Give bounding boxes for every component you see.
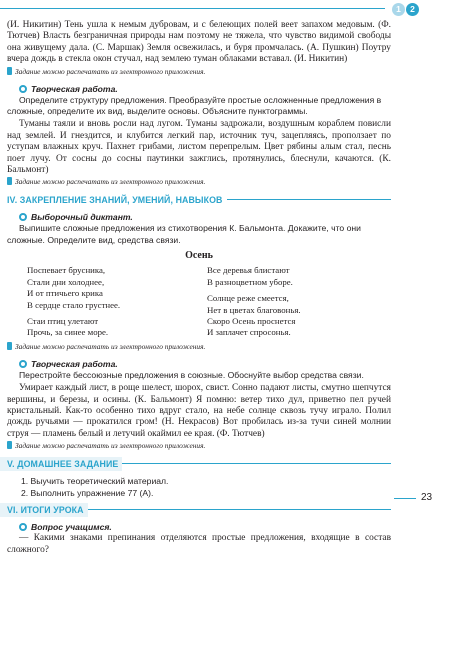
task-heading-question: Вопрос учащимся. <box>19 521 391 533</box>
section-header-v <box>0 457 391 471</box>
print-note: Задание можно распечатать из электронного приложения. <box>7 441 391 451</box>
page-number: 23 <box>421 492 433 503</box>
creative-2-text: Умирает каждый лист, в роще шелест, шорох, свист. Сонно падают листы, смутно шепчутся вершины, и березы, и осины. (К. Бальмонт) Я помню: ветер тихо дул, приветно пел ручей кристальный. Как-то особенно тихо вдруг стало, на небе солнце сквозь тучу играло. Полил дождь ручьями — прокатился гром! (Н. Некрасов) Вот пробилась из-за тучи синей молнии струя — пламень белый и летучий окаймил ее края. (Ф. Тютчев) <box>7 383 391 439</box>
intro-paragraph: (И. Никитин) Тень ушла к немым дубровам, и с белеющих полей веет запахом медовым. (Ф. Тютчев) Власть безграничная природы нам поэтому не тяжела, что чувство видимой свободы она живущему дала. (С. Маршак) Земля освежилась, и буря промчалась. (А. Пушкин) Поутру вчера дождь в стекла окон стучал, над землею туман облаками вставал. (И. Никитин) <box>7 20 391 65</box>
section-header-vi <box>0 503 391 517</box>
poem-line: И от птичьего крика <box>27 288 103 299</box>
poem-line: Скоро Осень проснется <box>207 315 296 326</box>
poem-line: Прочь, за синее море. <box>27 327 109 338</box>
task-heading-dictation: Выборочный диктант. <box>19 211 391 223</box>
poem-line: Стали дни холоднее, <box>27 276 105 287</box>
creative-1-instruction: Определите структуру предложения. Преобразуйте простые осложненные предложения в сложные, определите их вид, выделите основы. Объясните пунктограммы. <box>7 94 382 117</box>
poem-line: В разноцветном уборе. <box>207 276 293 287</box>
section-title: V. ДОМАШНЕЕ ЗАДАНИЕ <box>0 457 122 471</box>
poem-line: Стаи птиц улетают <box>27 315 99 326</box>
poem-title: Осень <box>185 250 213 262</box>
header-rule <box>0 8 385 9</box>
bullet-icon <box>19 360 27 368</box>
poem-line: Все деревья блистают <box>207 265 290 276</box>
homework-item: 1. Выучить теоретический материал. <box>21 476 169 487</box>
task-heading-creative-2: Творческая работа. <box>19 358 391 370</box>
dictation-instruction: Выпишите сложные предложения из стихотворения К. Бальмонта. Докажите, что они сложные. Определите вид, средства связи. <box>7 223 361 245</box>
bullet-icon <box>19 85 27 93</box>
poem-right-column <box>207 265 387 338</box>
poem-line: В сердце стало грустнее. <box>27 299 121 310</box>
section-title: IV. ЗАКРЕПЛЕНИЕ ЗНАНИЙ, УМЕНИЙ, НАВЫКОВ <box>0 193 227 207</box>
poem-line: И заплачет спросонья. <box>207 327 291 338</box>
document-icon <box>7 177 12 185</box>
print-note: Задание можно распечатать из электронного приложения. <box>7 177 391 187</box>
print-note: Задание можно распечатать из электронного приложения. <box>7 342 391 352</box>
poem <box>27 265 391 338</box>
task-heading-creative-1: Творческая работа. <box>19 83 391 95</box>
page-marker-2: 2 <box>406 3 419 16</box>
document-icon <box>7 342 12 350</box>
poem-line: Солнце реже смеется, <box>207 293 289 304</box>
page-content <box>7 20 391 556</box>
bullet-icon <box>19 523 27 531</box>
creative-1-text: Туманы таяли и вновь росли над лугом. Туманы задрожали, воздушным кораблем повисли над землей. И гнездится, и клубится легкий пар, источник туч, зацепляясь, проползает по уступам влажных круч. Пахнет грибами, листом перепрелым. Цвет рябины алым стал, песнь поет лучу. От сосны до сосны паутинки зажглись, протянулись, блеснули, качаются. (К. Бальмонт) <box>7 119 391 176</box>
page-marker-1: 1 <box>392 3 405 16</box>
document-icon <box>7 441 12 449</box>
print-note: Задание можно распечатать из электронного приложения. <box>7 67 391 77</box>
homework-item: 2. Выполнить упражнение 77 (А). <box>21 488 154 499</box>
creative-2-instruction: Перестройте бессоюзные предложения в союзные. Обоснуйте выбор средства связи. <box>19 369 364 380</box>
poem-line: Нет в цветах благовонья. <box>207 304 301 315</box>
top-rule-bar <box>0 0 455 22</box>
section-title: VI. ИТОГИ УРОКА <box>0 503 88 517</box>
homework-list <box>21 475 391 499</box>
summary-question: — Какими знаками препинания отделяются простые предложения, входящие в состав сложного? <box>7 533 391 555</box>
poem-left-column <box>27 265 207 338</box>
section-header-iv <box>0 193 391 207</box>
poem-line: Поспевает брусника, <box>27 265 106 276</box>
document-icon <box>7 67 12 75</box>
page-number-rule <box>394 498 416 499</box>
bullet-icon <box>19 213 27 221</box>
